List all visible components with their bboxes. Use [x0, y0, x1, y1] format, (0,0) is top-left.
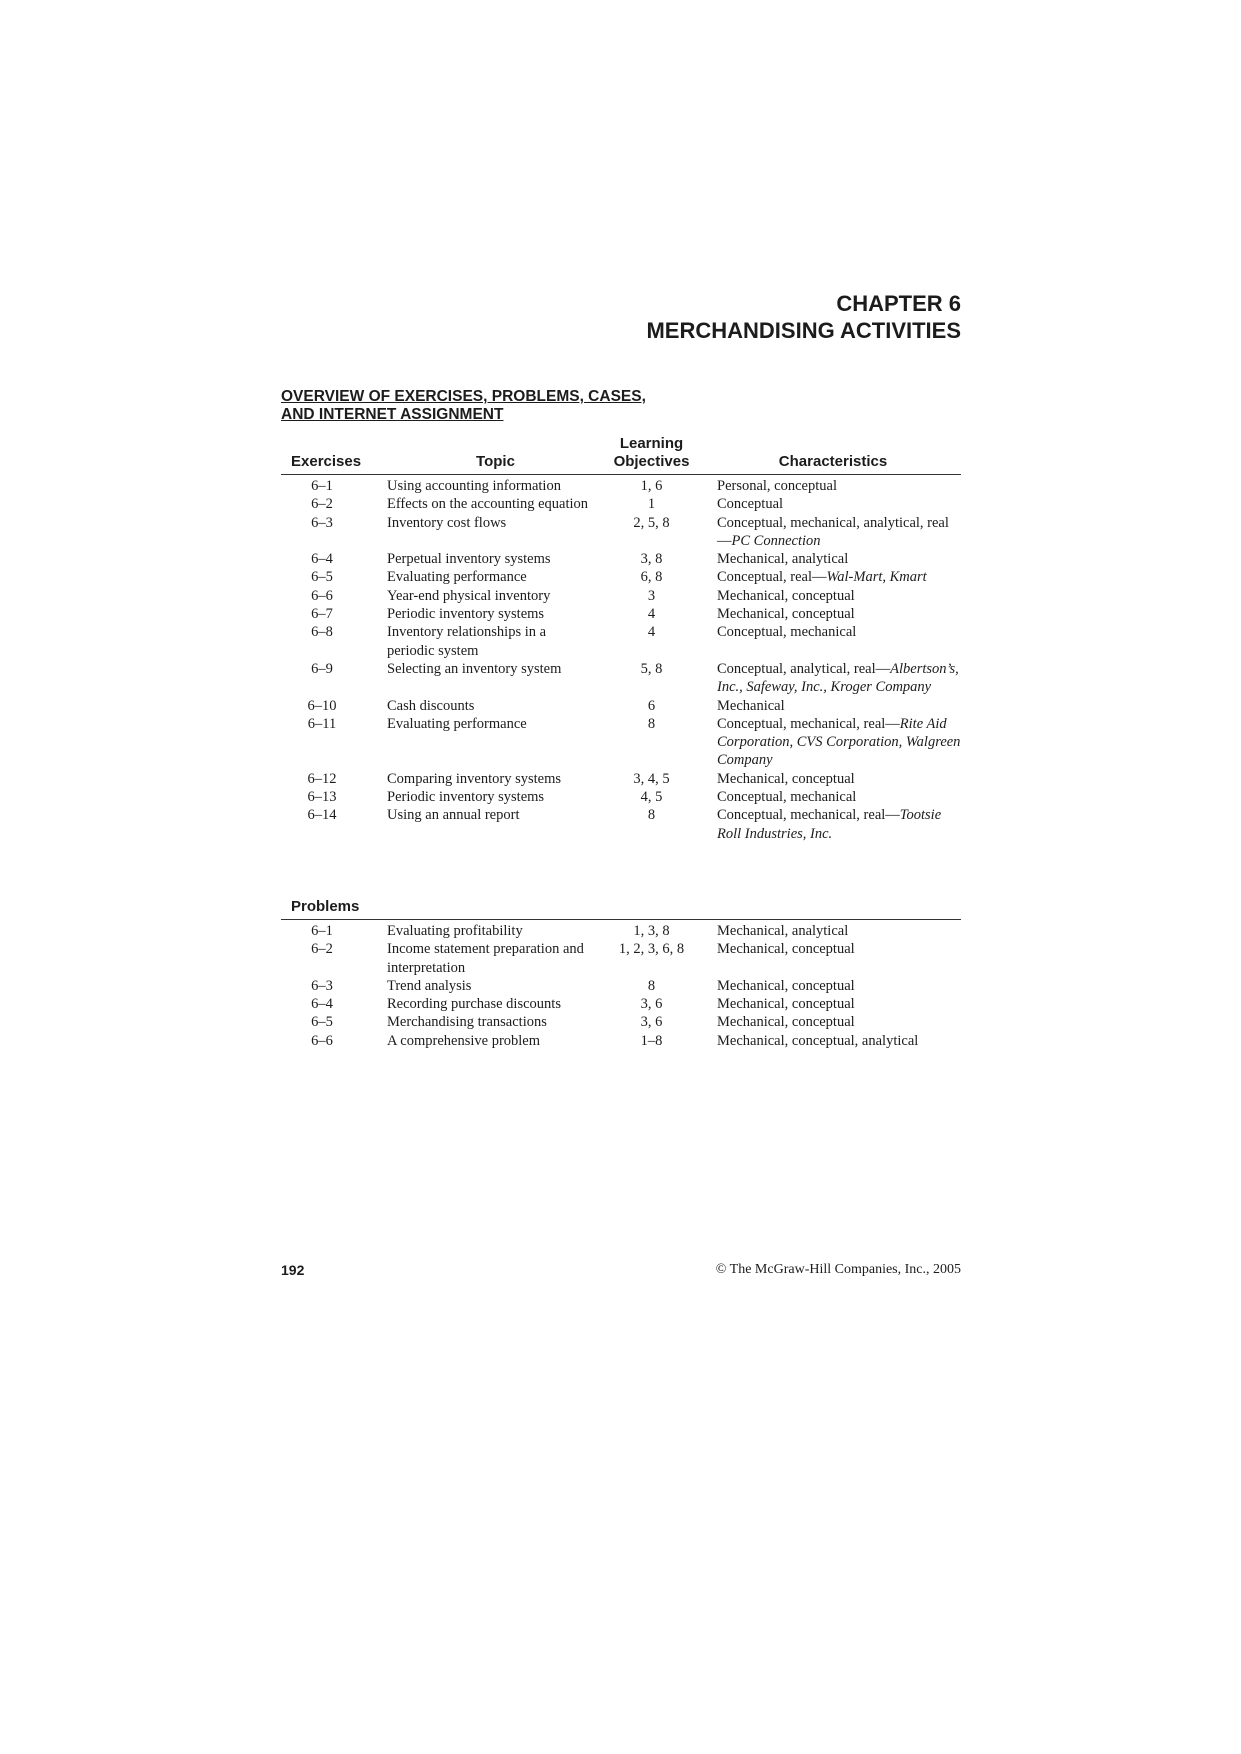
item-characteristics-text: Mechanical, analytical — [717, 551, 849, 568]
item-topic — [373, 697, 598, 715]
item-characteristics-text: Mechanical, conceptual — [717, 770, 855, 787]
problem-row — [281, 977, 961, 995]
exercise-row — [281, 587, 961, 605]
item-number — [281, 1013, 373, 1031]
problems-column-header: Problems — [281, 898, 373, 920]
problems-char-spacer — [705, 898, 961, 920]
item-number-text: 6–3 — [311, 514, 333, 531]
item-topic — [373, 940, 598, 977]
item-number — [281, 920, 373, 941]
item-learning-objectives-text: 3, 6 — [640, 1014, 663, 1031]
item-topic-text: Inventory relationships in a periodic system — [387, 624, 547, 659]
problem-row — [281, 920, 961, 941]
item-characteristics — [705, 495, 961, 513]
item-topic-text: Merchandising transactions — [387, 1014, 547, 1031]
item-learning-objectives — [598, 660, 705, 697]
item-learning-objectives-text: 3 — [647, 587, 656, 604]
item-characteristics-text: Conceptual, mechanical, real— — [717, 715, 900, 732]
item-topic-text: Comparing inventory systems — [387, 770, 561, 787]
item-number — [281, 715, 373, 770]
item-learning-objectives-text: 6, 8 — [640, 569, 663, 586]
item-learning-objectives-text: 1, 2, 3, 6, 8 — [618, 941, 685, 958]
item-topic-text: Perpetual inventory systems — [387, 551, 551, 568]
item-number — [281, 514, 373, 551]
item-topic — [373, 623, 598, 660]
item-learning-objectives — [598, 623, 705, 660]
overview-heading-line2: AND INTERNET ASSIGNMENT — [281, 406, 504, 423]
item-number — [281, 697, 373, 715]
item-topic — [373, 977, 598, 995]
item-number — [281, 995, 373, 1013]
item-learning-objectives — [598, 995, 705, 1013]
problems-header-row — [281, 898, 961, 920]
item-topic-text: Recording purchase discounts — [387, 996, 561, 1013]
overview-heading-line1: OVERVIEW OF EXERCISES, PROBLEMS, CASES, — [281, 388, 646, 405]
item-number — [281, 1032, 373, 1050]
item-learning-objectives — [598, 788, 705, 806]
item-number — [281, 940, 373, 977]
item-topic — [373, 587, 598, 605]
item-number-text: 6–10 — [307, 697, 337, 714]
item-learning-objectives — [598, 770, 705, 788]
exercise-row — [281, 697, 961, 715]
item-characteristics-text: Mechanical, conceptual — [717, 977, 855, 994]
item-characteristics-text: Mechanical, analytical — [717, 923, 849, 939]
item-characteristics — [705, 568, 961, 586]
item-learning-objectives — [598, 940, 705, 977]
item-learning-objectives-text: 1 — [647, 496, 656, 513]
item-number — [281, 550, 373, 568]
overview-heading — [281, 388, 646, 424]
problem-row — [281, 940, 961, 977]
item-characteristics-text: Conceptual, real— — [717, 569, 827, 586]
item-characteristics — [705, 940, 961, 977]
item-learning-objectives — [598, 1032, 705, 1050]
item-topic — [373, 770, 598, 788]
item-learning-objectives — [598, 568, 705, 586]
item-number — [281, 788, 373, 806]
page-number: 192 — [281, 1262, 305, 1278]
exercise-row — [281, 550, 961, 568]
item-number-text: 6–3 — [311, 977, 333, 994]
item-characteristics-text: Mechanical — [717, 697, 785, 714]
item-learning-objectives — [598, 715, 705, 770]
item-learning-objectives — [598, 697, 705, 715]
company-names: PC Connection — [731, 532, 821, 549]
item-characteristics-text: Conceptual — [717, 496, 784, 513]
item-number-text: 6–7 — [311, 606, 333, 623]
item-number — [281, 587, 373, 605]
item-characteristics — [705, 697, 961, 715]
exercise-row — [281, 806, 961, 843]
item-topic-text: Using accounting information — [387, 478, 561, 494]
company-names: Rite Aid Corporation, CVS Corporation, Walgreen Company — [717, 715, 961, 769]
item-number-text: 6–2 — [311, 496, 333, 513]
company-names: Wal-Mart, Kmart — [826, 569, 927, 586]
item-number-text: 6–6 — [311, 1032, 333, 1049]
item-topic-text: Evaluating performance — [387, 715, 527, 732]
item-learning-objectives — [598, 550, 705, 568]
item-characteristics — [705, 977, 961, 995]
item-topic — [373, 788, 598, 806]
problems-body — [281, 920, 961, 1051]
item-topic-text: Income statement preparation and interpretation — [387, 941, 584, 976]
item-topic-text: A comprehensive problem — [387, 1032, 541, 1049]
exercise-row — [281, 495, 961, 513]
item-learning-objectives-text: 8 — [647, 807, 656, 824]
item-characteristics — [705, 995, 961, 1013]
item-characteristics — [705, 623, 961, 660]
item-characteristics — [705, 1032, 961, 1050]
problem-row — [281, 995, 961, 1013]
item-characteristics-text: Mechanical, conceptual — [717, 1014, 855, 1031]
item-number-text: 6–5 — [311, 1014, 333, 1031]
problem-row — [281, 1032, 961, 1050]
problems-table — [281, 898, 961, 1050]
exercise-row — [281, 514, 961, 551]
item-number — [281, 770, 373, 788]
item-learning-objectives-text: 8 — [647, 715, 656, 732]
item-topic — [373, 1032, 598, 1050]
item-characteristics-text: Conceptual, mechanical — [717, 624, 857, 641]
item-topic-text: Evaluating performance — [387, 569, 527, 586]
item-number — [281, 605, 373, 623]
exercises-table — [281, 435, 961, 843]
item-characteristics-text: Conceptual, mechanical — [717, 789, 857, 806]
item-learning-objectives-text: 6 — [647, 697, 656, 714]
item-learning-objectives — [598, 475, 705, 496]
item-characteristics-text: Conceptual, mechanical, analytical, real— — [717, 514, 949, 549]
item-topic-text: Trend analysis — [387, 977, 472, 994]
exercise-row — [281, 770, 961, 788]
item-topic — [373, 660, 598, 697]
item-topic — [373, 514, 598, 551]
exercises-header-row — [281, 435, 961, 475]
item-topic — [373, 495, 598, 513]
item-number — [281, 475, 373, 496]
item-learning-objectives-text: 1, 6 — [640, 478, 663, 494]
exercise-row — [281, 715, 961, 770]
item-topic-text: Year-end physical inventory — [387, 587, 551, 604]
item-learning-objectives-text: 8 — [647, 977, 656, 994]
item-learning-objectives — [598, 977, 705, 995]
item-characteristics-text: Conceptual, analytical, real— — [717, 660, 891, 677]
item-number-text: 6–12 — [307, 770, 337, 787]
item-characteristics — [705, 715, 961, 770]
item-characteristics-text: Conceptual, mechanical, real— — [717, 807, 900, 824]
item-characteristics-text: Mechanical, conceptual — [717, 941, 855, 958]
problem-row — [281, 1013, 961, 1031]
item-learning-objectives-text: 4 — [647, 624, 656, 641]
item-learning-objectives-text: 3, 4, 5 — [633, 770, 670, 787]
item-learning-objectives — [598, 1013, 705, 1031]
item-learning-objectives-text: 1–8 — [640, 1032, 663, 1049]
chapter-title — [646, 290, 961, 344]
item-characteristics — [705, 806, 961, 843]
item-number-text: 6–13 — [307, 789, 337, 806]
item-learning-objectives-text: 5, 8 — [640, 660, 663, 677]
item-characteristics-text: Mechanical, conceptual — [717, 606, 855, 623]
item-topic — [373, 475, 598, 496]
exercise-row — [281, 660, 961, 697]
item-learning-objectives-text: 4, 5 — [640, 789, 663, 806]
item-characteristics — [705, 1013, 961, 1031]
item-topic — [373, 715, 598, 770]
item-characteristics — [705, 788, 961, 806]
item-topic-text: Effects on the accounting equation — [387, 496, 589, 513]
item-number — [281, 495, 373, 513]
item-learning-objectives — [598, 587, 705, 605]
item-topic-text: Cash discounts — [387, 697, 475, 714]
item-characteristics — [705, 550, 961, 568]
item-characteristics-text: Mechanical, conceptual, analytical — [717, 1032, 919, 1049]
item-characteristics-text: Mechanical, conceptual — [717, 996, 855, 1013]
item-learning-objectives — [598, 605, 705, 623]
item-number-text: 6–11 — [307, 715, 337, 732]
item-number-text: 6–5 — [311, 569, 333, 586]
item-characteristics — [705, 605, 961, 623]
item-number — [281, 977, 373, 995]
item-topic-text: Using an annual report — [387, 807, 520, 824]
item-characteristics — [705, 514, 961, 551]
item-learning-objectives — [598, 495, 705, 513]
exercises-body — [281, 475, 961, 843]
item-learning-objectives-text: 3, 8 — [640, 551, 663, 568]
problems-topic-spacer — [373, 898, 598, 920]
item-topic — [373, 550, 598, 568]
item-learning-objectives-text: 3, 6 — [640, 996, 663, 1013]
item-learning-objectives — [598, 806, 705, 843]
item-number-text: 6–1 — [311, 923, 333, 939]
item-topic — [373, 605, 598, 623]
item-learning-objectives-text: 4 — [647, 606, 656, 623]
company-names: Tootsie Roll Industries, Inc. — [717, 807, 942, 842]
exercise-row — [281, 623, 961, 660]
item-topic — [373, 1013, 598, 1031]
learning-header-line1: Learning — [619, 435, 684, 452]
item-number-text: 6–4 — [311, 551, 333, 568]
item-topic-text: Periodic inventory systems — [387, 789, 545, 806]
item-number-text: 6–1 — [311, 478, 333, 494]
item-learning-objectives-text: 1, 3, 8 — [633, 923, 670, 939]
item-learning-objectives — [598, 514, 705, 551]
exercises-column-header: Exercises — [281, 435, 373, 475]
item-number-text: 6–8 — [311, 624, 333, 641]
copyright-notice: © The McGraw-Hill Companies, Inc., 2005 — [715, 1262, 961, 1277]
item-number — [281, 806, 373, 843]
item-characteristics — [705, 587, 961, 605]
item-number — [281, 623, 373, 660]
item-learning-objectives-text: 2, 5, 8 — [633, 514, 670, 531]
item-number-text: 6–9 — [311, 660, 333, 677]
item-topic-text: Evaluating profitability — [387, 923, 523, 939]
item-topic-text: Periodic inventory systems — [387, 606, 545, 623]
item-topic — [373, 920, 598, 941]
exercise-row — [281, 788, 961, 806]
chapter-name: MERCHANDISING ACTIVITIES — [646, 318, 961, 343]
item-topic — [373, 806, 598, 843]
item-characteristics — [705, 770, 961, 788]
item-topic-text: Inventory cost flows — [387, 514, 507, 531]
characteristics-column-header: Characteristics — [705, 435, 961, 475]
item-number-text: 6–14 — [307, 807, 337, 824]
item-number-text: 6–2 — [311, 941, 333, 958]
item-characteristics-text: Mechanical, conceptual — [717, 587, 855, 604]
topic-column-header: Topic — [373, 435, 598, 475]
item-characteristics — [705, 660, 961, 697]
item-number — [281, 568, 373, 586]
exercise-row — [281, 605, 961, 623]
learning-header-line2: Objectives — [613, 453, 690, 470]
item-topic — [373, 568, 598, 586]
item-number — [281, 660, 373, 697]
exercise-row — [281, 475, 961, 496]
item-characteristics — [705, 920, 961, 941]
item-characteristics-text: Personal, conceptual — [717, 478, 837, 494]
item-number-text: 6–4 — [311, 996, 333, 1013]
exercise-row — [281, 568, 961, 586]
item-topic-text: Selecting an inventory system — [387, 660, 562, 677]
item-number-text: 6–6 — [311, 587, 333, 604]
item-learning-objectives — [598, 920, 705, 941]
learning-objectives-column-header — [598, 435, 705, 475]
problems-lo-spacer — [598, 898, 705, 920]
company-names: Albertson’s, Inc., Safeway, Inc., Kroger Company — [717, 660, 959, 696]
chapter-number: CHAPTER 6 — [836, 291, 961, 316]
item-characteristics — [705, 475, 961, 496]
item-topic — [373, 995, 598, 1013]
